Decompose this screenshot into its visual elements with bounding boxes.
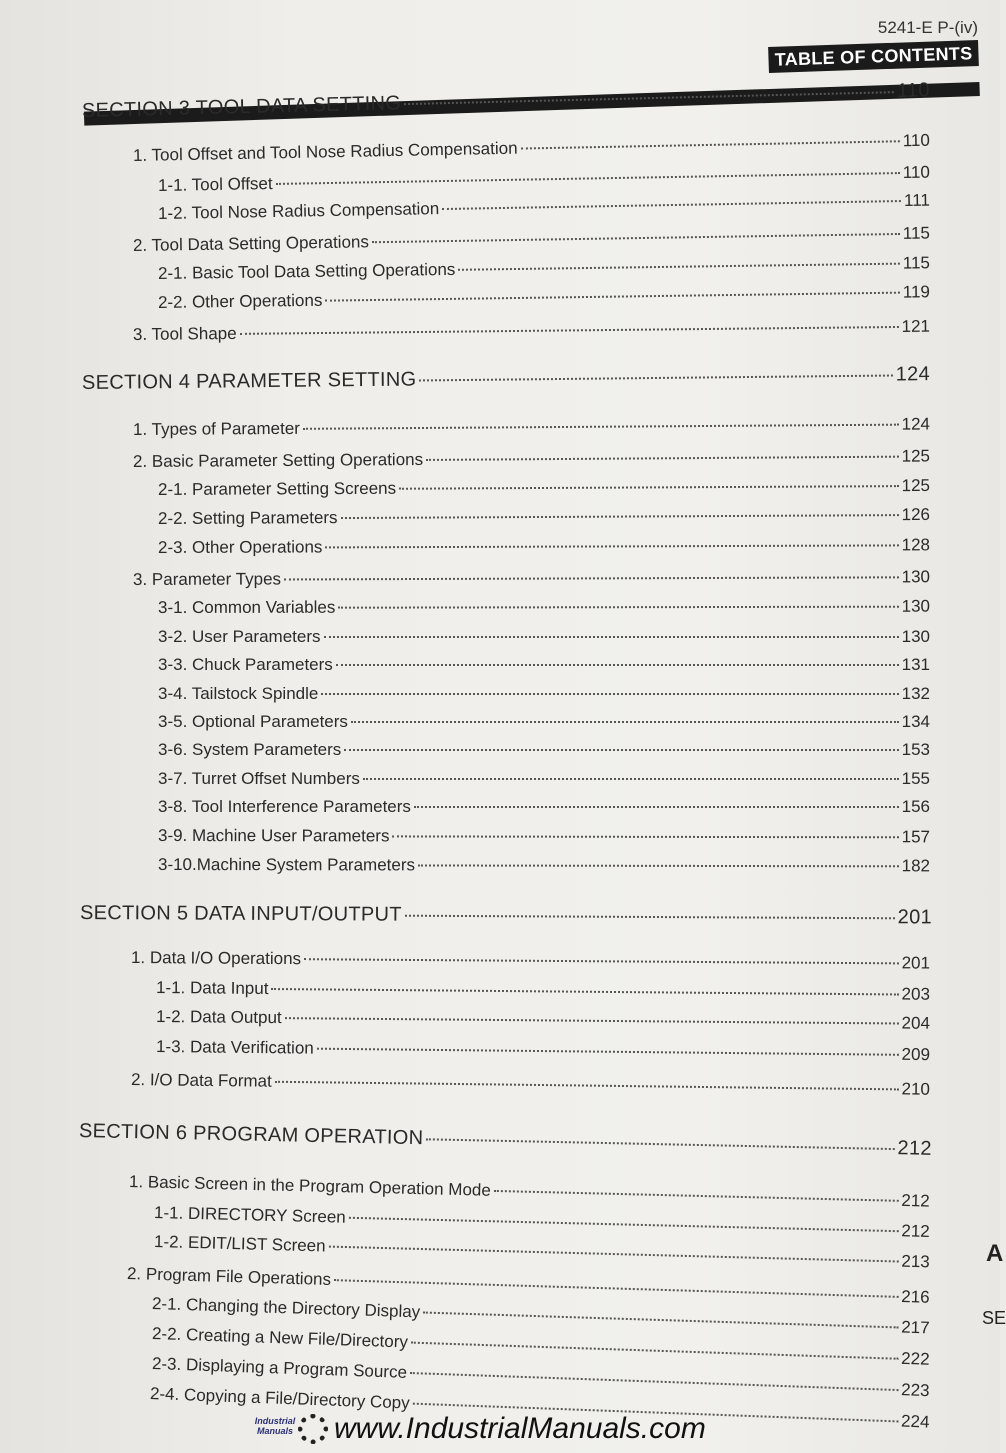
- dot-leader: [275, 1081, 899, 1091]
- entry-label: 2. Tool Data Setting Operations: [132, 232, 370, 255]
- entry-label: 2-1. Basic Tool Data Setting Operations: [157, 259, 456, 283]
- entry-label: 1-1. DIRECTORY Screen: [153, 1203, 346, 1227]
- dot-leader: [419, 375, 892, 382]
- toc-item[interactable]: [133, 414, 930, 440]
- dot-leader: [521, 140, 900, 149]
- page-number: 223: [900, 1380, 930, 1401]
- toc-subitem[interactable]: [158, 769, 930, 789]
- dot-leader: [336, 664, 899, 666]
- page-number: 130: [901, 567, 931, 587]
- page-number: 130: [901, 627, 930, 646]
- toc-subitem[interactable]: [158, 505, 930, 529]
- entry-label: 3-1. Common Variables: [157, 597, 336, 617]
- dot-leader: [338, 606, 898, 609]
- toc-item[interactable]: [133, 446, 930, 472]
- dot-leader: [458, 263, 900, 271]
- toc-item[interactable]: [131, 1070, 930, 1100]
- dot-leader: [426, 1138, 894, 1150]
- dot-leader: [271, 988, 898, 995]
- page-number: 210: [901, 1079, 931, 1099]
- entry-label: 2. Program File Operations: [126, 1264, 332, 1290]
- dot-leader: [317, 1048, 899, 1056]
- edge-letters-se: SE: [982, 1308, 1006, 1328]
- toc-section-6[interactable]: [79, 1120, 932, 1161]
- page-number: 203: [901, 984, 931, 1004]
- toc-subitem[interactable]: [158, 826, 930, 847]
- page-number: 110: [896, 79, 931, 103]
- dot-leader: [423, 1312, 898, 1329]
- toc-item[interactable]: [133, 223, 930, 256]
- dot-leader: [426, 456, 899, 461]
- section-title: SECTION 5 DATA INPUT/OUTPUT: [79, 902, 402, 926]
- document-id: 5241-E P-(iv): [877, 18, 978, 37]
- logo-text: Industrial Manuals: [254, 1416, 296, 1436]
- page-number: 126: [901, 504, 931, 525]
- dot-leader: [404, 91, 894, 105]
- page-number: 182: [901, 856, 931, 876]
- toc-section-4[interactable]: [82, 363, 930, 395]
- page-number: 216: [901, 1286, 930, 1307]
- entry-label: 2-2. Setting Parameters: [157, 508, 338, 528]
- page-number: 111: [903, 190, 931, 210]
- toc-item[interactable]: [133, 317, 930, 345]
- edge-letter-a: A: [986, 1240, 1004, 1267]
- dot-leader: [284, 576, 899, 580]
- toc-subitem[interactable]: [158, 163, 930, 196]
- section-title: SECTION 3 TOOL DATA SETTING: [81, 92, 402, 122]
- dot-leader: [363, 778, 899, 780]
- entry-label: 1-2. EDIT/LIST Screen: [153, 1232, 326, 1256]
- entry-label: 1. Basic Screen in the Program Operation Mode: [128, 1172, 492, 1200]
- toc-subitem[interactable]: [158, 476, 930, 500]
- toc-item[interactable]: [133, 567, 930, 590]
- page-number: 121: [901, 316, 931, 336]
- entry-label: 3-10.Machine System Parameters: [157, 855, 416, 875]
- toc-subitem[interactable]: [158, 191, 930, 224]
- dot-leader: [341, 514, 899, 519]
- page-number: 217: [900, 1317, 930, 1338]
- page-number: 204: [901, 1013, 931, 1033]
- entry-label: 3-9. Machine User Parameters: [157, 826, 390, 846]
- toc-section-5[interactable]: [80, 902, 932, 929]
- entry-label: 2. Basic Parameter Setting Operations: [132, 449, 424, 471]
- entry-label: 2-1. Changing the Directory Display: [151, 1294, 421, 1322]
- entry-label: 2-1. Parameter Setting Screens: [157, 478, 397, 499]
- page-number: 157: [901, 827, 931, 847]
- page-number: 131: [901, 655, 930, 674]
- page-number: 119: [902, 282, 931, 302]
- entry-label: 3-8. Tool Interference Parameters: [158, 797, 411, 816]
- watermark-url[interactable]: www.IndustrialManuals.com: [334, 1412, 706, 1445]
- entry-label: 1-1. Tool Offset: [157, 174, 273, 195]
- page-number: 213: [901, 1251, 930, 1272]
- dot-leader: [410, 1372, 898, 1391]
- page-number: 110: [902, 162, 931, 182]
- entry-label: 2-2. Other Operations: [157, 290, 323, 312]
- dot-leader: [325, 292, 899, 302]
- entry-label: 2. I/O Data Format: [130, 1070, 272, 1091]
- section-title: SECTION 6 PROGRAM OPERATION: [78, 1120, 424, 1150]
- toc-item[interactable]: [131, 948, 930, 974]
- dot-leader: [411, 1342, 898, 1360]
- entry-label: 3-3. Chuck Parameters: [158, 655, 333, 674]
- page-number: 155: [901, 769, 930, 788]
- entry-label: 2-3. Other Operations: [157, 537, 323, 557]
- page-number: 209: [901, 1044, 931, 1065]
- page-number: 125: [901, 475, 931, 496]
- dot-leader: [324, 636, 899, 638]
- entry-label: 3-4. Tailstock Spindle: [158, 684, 319, 703]
- page-number: 134: [901, 712, 930, 731]
- entry-label: 3. Tool Shape: [132, 323, 237, 344]
- page-number: 212: [901, 1221, 931, 1241]
- toc-subitem[interactable]: [158, 253, 930, 284]
- entry-label: 1-1. Data Input: [155, 978, 269, 998]
- dot-leader: [351, 721, 899, 723]
- toc-subitem[interactable]: [156, 1007, 930, 1034]
- page-number: 222: [900, 1348, 930, 1369]
- entry-label: 1. Tool Offset and Tool Nose Radius Compensation: [132, 138, 518, 165]
- toc-section-3[interactable]: [82, 79, 930, 123]
- entry-label: 1-2. Tool Nose Radius Compensation: [157, 199, 440, 223]
- entry-label: 1-2. Data Output: [155, 1007, 282, 1028]
- page-number: 132: [901, 684, 930, 703]
- entry-label: 3-7. Turret Offset Numbers: [158, 769, 360, 788]
- entry-label: 1. Data I/O Operations: [130, 948, 302, 969]
- entry-label: 3. Parameter Types: [132, 569, 282, 589]
- page-number: 156: [901, 797, 930, 816]
- toc-subitem[interactable]: [158, 712, 930, 732]
- page-number: 128: [901, 535, 931, 555]
- entry-label: 3-6. System Parameters: [158, 740, 342, 759]
- toc-subitem[interactable]: [158, 282, 930, 313]
- dot-leader: [418, 864, 899, 867]
- page-number: 201: [897, 906, 933, 929]
- dot-leader: [303, 424, 899, 430]
- dot-leader: [304, 958, 899, 964]
- page-number: 115: [902, 223, 931, 243]
- page-number: 110: [902, 130, 931, 151]
- page-number: 124: [901, 414, 931, 434]
- toc-subitem[interactable]: [158, 597, 930, 618]
- dot-leader: [285, 1017, 899, 1024]
- toc-subitem[interactable]: [158, 855, 930, 876]
- page-number: 212: [897, 1137, 933, 1160]
- entry-label: 1-3. Data Verification: [155, 1037, 314, 1058]
- page-number: 224: [900, 1411, 930, 1432]
- toc-subitem[interactable]: [158, 655, 930, 675]
- gear-icon: [298, 1414, 328, 1444]
- page-number: 153: [901, 740, 930, 759]
- dot-leader: [329, 1246, 899, 1263]
- toc-subitem[interactable]: [158, 684, 930, 704]
- industrial-manuals-logo: [250, 1412, 328, 1446]
- entry-label: 2-2. Creating a New File/Directory: [151, 1324, 409, 1352]
- page-number: 212: [901, 1190, 931, 1211]
- dot-leader: [414, 806, 899, 808]
- banner-title: TABLE OF CONTENTS: [768, 40, 979, 73]
- entry-label: 3-2. User Parameters: [158, 627, 321, 646]
- toc-subitem[interactable]: [156, 1037, 930, 1065]
- dot-leader: [405, 915, 895, 920]
- dot-leader: [276, 172, 900, 185]
- dot-leader: [442, 200, 901, 210]
- dot-leader: [321, 693, 898, 695]
- toc-subitem[interactable]: [158, 627, 930, 647]
- dot-leader: [325, 544, 898, 548]
- page-number: 115: [902, 253, 931, 273]
- toc-subitem[interactable]: [156, 978, 930, 1005]
- dot-leader: [372, 233, 900, 243]
- dot-leader: [240, 326, 899, 335]
- page-number: 201: [901, 953, 931, 973]
- section-title: SECTION 4 PARAMETER SETTING: [81, 368, 417, 394]
- page-number: 130: [901, 596, 931, 616]
- dot-leader: [344, 749, 898, 751]
- entry-label: 1. Types of Parameter: [132, 418, 300, 439]
- dot-leader: [392, 835, 898, 838]
- toc-subitem[interactable]: [158, 535, 930, 558]
- entry-label: 2-4. Copying a File/Directory Copy: [149, 1384, 411, 1413]
- toc-subitem[interactable]: [158, 740, 930, 760]
- page-number: 124: [895, 363, 931, 386]
- entry-label: 2-3. Displaying a Program Source: [151, 1354, 408, 1382]
- page-number: 125: [901, 446, 931, 466]
- toc-item[interactable]: [133, 131, 930, 166]
- toc-subitem[interactable]: [158, 797, 930, 817]
- site-watermark: [250, 1412, 706, 1446]
- dot-leader: [494, 1190, 899, 1202]
- entry-label: 3-5. Optional Parameters: [158, 712, 348, 731]
- dot-leader: [399, 485, 899, 490]
- dot-leader: [349, 1217, 899, 1232]
- dot-leader: [334, 1279, 898, 1298]
